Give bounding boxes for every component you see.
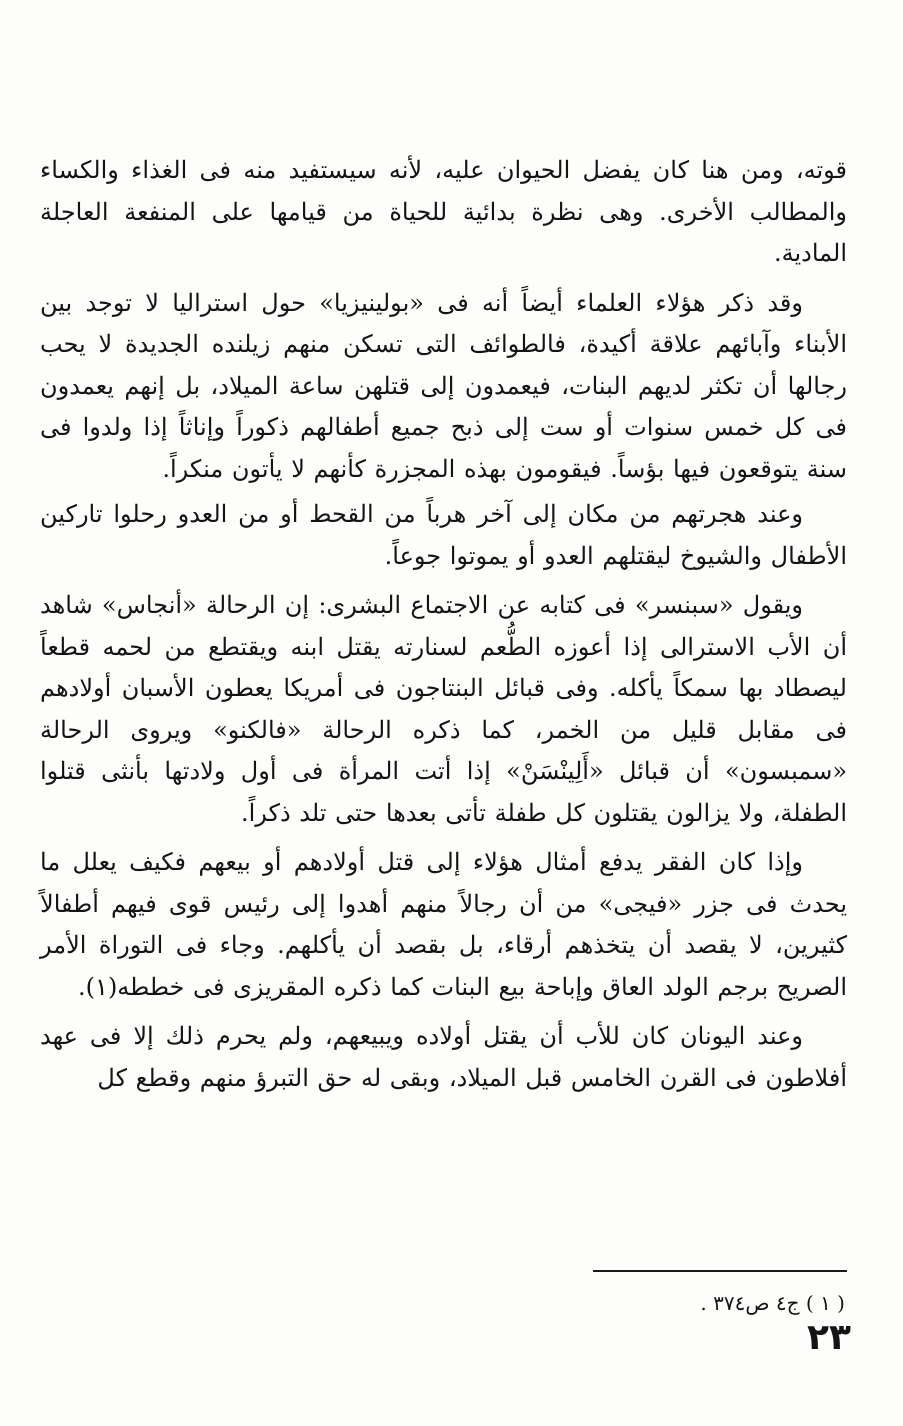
paragraph-6: وعند اليونان كان للأب أن يقتل أولاده ويبيعهم، ولم يحرم ذلك إلا فى عهد أفلاطون فى القرن الخامس قبل الميلاد، وبقى له حق التبرؤ منهم وقطع كل [40, 1022, 847, 1092]
page-body [40, 150, 847, 1103]
paragraph-1: قوته، ومن هنا كان يفضل الحيوان عليه، لأنه سيستفيد منه فى الغذاء والكساء والمطالب الأخرى. وهى نظرة بدائية للحياة من قيامها على المنفعة العاجلة المادية. [40, 156, 847, 267]
paragraph-2: وقد ذكر هؤلاء العلماء أيضاً أنه فى «بولينيزيا» حول استراليا لا توجد بين الأبناء وآبائهم علاقة أكيدة، فالطوائف التى تسكن منهم زيلنده الجديدة لا يحب رجالها أن تكثر لديهم البنات، فيعمدون إلى قتلهن ساعة الميلاد، بل إنهم يعمدون فى كل خمس سنوات أو ست إلى ذبح جميع أطفالهم ذكوراً وإناثاً إذا ولدوا فى سنة يتوقعون فيها بؤساً. فيقومون بهذه المجزرة كأنهم لا يأتون منكراً. [40, 288, 847, 483]
paragraph-3: وعند هجرتهم من مكان إلى آخر هرباً من القحط أو من العدو رحلوا تاركين الأطفال والشيوخ ليقتلهم العدو أو يموتوا جوعاً. [40, 500, 847, 570]
paragraph-4: ويقول «سبنسر» فى كتابه عن الاجتماع البشرى: إن الرحالة «أنجاس» شاهد أن الأب الاسترالى إذا أعوزه الطُّعم لسنارته يقتل ابنه ويقتطع من لحمه قطعاً ليصطاد بها سمكاً يأكله. وفى قبائل البنتاجون فى أمريكا يعطون الأسبان أولادهم فى مقابل قليل من الخمر، كما ذكره الرحالة «فالكنو» ويروى الرحالة «سمبسون» أن قبائل «أَلِينْسَنْ» إذا أتت المرأة فى أول ولادتها بأنثى قتلوا الطفلة، ولا يزالون يقتلون كل طفلة تأتى بعدها حتى تلد ذكراً. [40, 591, 847, 827]
footnote: ( ١ ) ج٤ ص٣٧٤ . [700, 1291, 845, 1315]
paragraph-5: وإذا كان الفقر يدفع أمثال هؤلاء إلى قتل أولادهم أو بيعهم فكيف يعلل ما يحدث فى جزر «فيجى» من أن رجالاً منهم أهدوا إلى رئيس قوى فيهم أطفالاً كثيرين، لا يقصد أن يتخذهم أرقاء، بل بقصد أن يأكلهم. وجاء فى التوراة الأمر الصريح برجم الولد العاق وإباحة بيع البنات كما ذكره المقريزى فى خططه(١). [40, 848, 847, 1001]
footnote-separator [593, 1270, 847, 1272]
page-number: ٢٣ [807, 1317, 851, 1358]
